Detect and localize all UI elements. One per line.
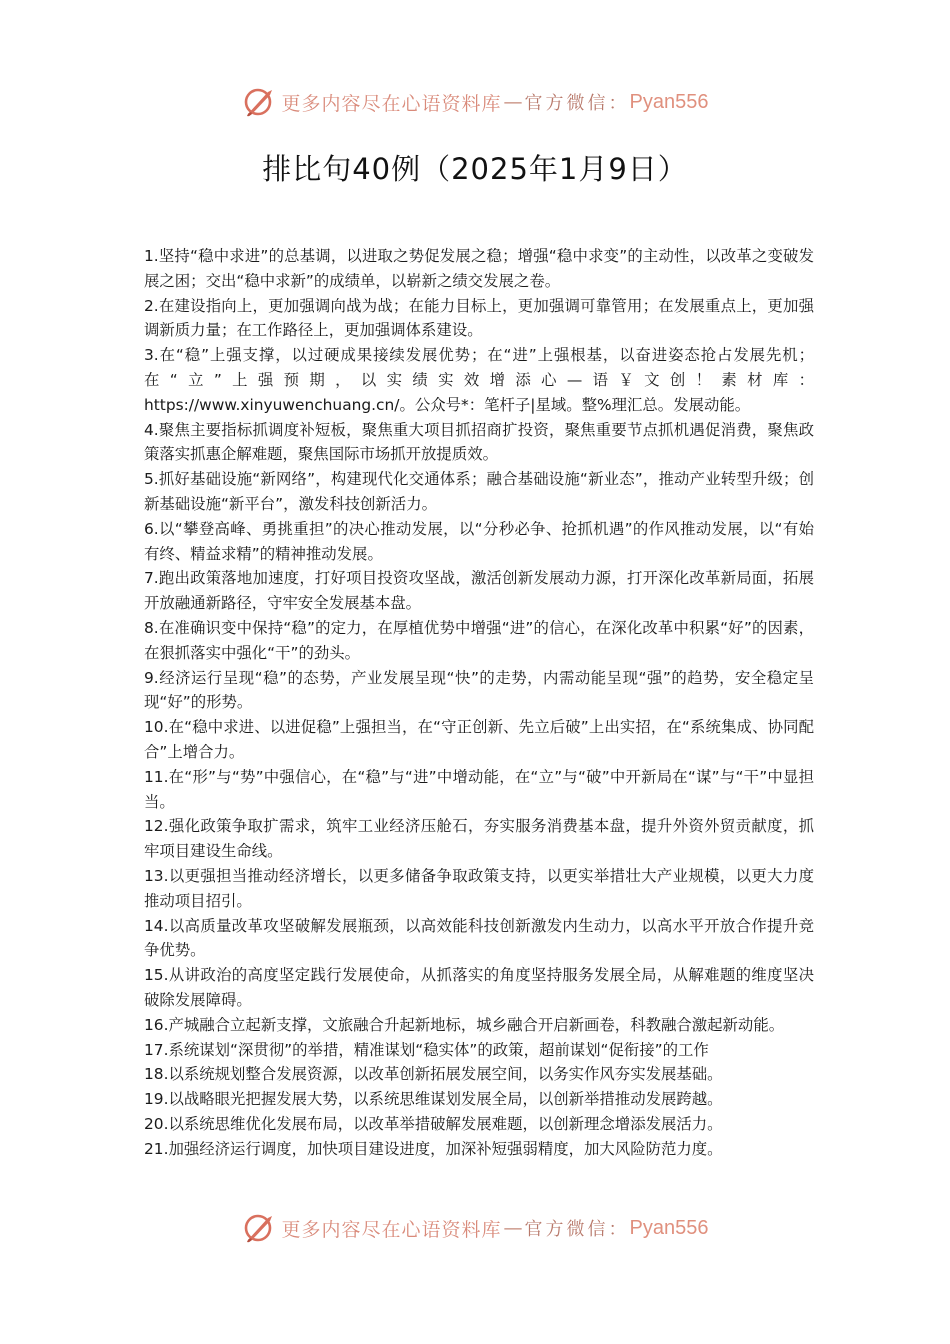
banner-separator: — — [503, 91, 523, 113]
banner-text: 更多内容尽在心语资料库 — [281, 92, 502, 115]
list-item: 9.经济运行呈现“稳”的态势，产业发展呈现“快”的走势，内需动能呈现“强”的趋势，安全稳定呈现“好”的形势。 — [144, 668, 814, 712]
footer-watermark-banner — [0, 1208, 950, 1248]
banner-label: 官方微信： — [524, 93, 630, 114]
list-item: 15.从讲政治的高度坚定践行发展使命，从抓落实的角度坚持服务发展全局，从解难题的维度坚决破除发展障碍。 — [144, 966, 814, 1009]
list-item: 18.以系统规划整合发展资源，以改革创新拓展发展空间，以务实作风夯实发展基础。 — [144, 1065, 723, 1084]
banner-separator: — — [503, 1217, 523, 1239]
brush-logo-icon — [242, 84, 278, 120]
list-item: 21.加强经济运行调度，加快项目建设进度，加深补短强弱精度，加大风险防范力度。 — [144, 1139, 723, 1158]
banner-wechat-id: Pyan556 — [629, 90, 709, 113]
list-item: 1.坚持“稳中求进”的总基调，以进取之势促发展之稳；增强“稳中求变”的主动性，以改革之变破发展之困；交出“稳中求新”的成绩单，以崭新之绩交发展之卷。 — [144, 247, 814, 290]
banner-label: 官方微信： — [524, 1219, 630, 1240]
page-title: 排比句40例（2025年1月9日） — [262, 152, 688, 186]
brush-logo-icon — [242, 1210, 278, 1246]
list-item: 14.以高质量改革攻坚破解发展瓶颈，以高效能科技创新激发内生动力，以高水平开放合作提升竞争优势。 — [144, 916, 814, 960]
list-item: 19.以战略眼光把握发展大势，以系统思维谋划发展全局，以创新举措推动发展跨越。 — [144, 1090, 723, 1109]
list-item: 11.在“形”与“势”中强信心，在“稳”与“进”中增动能，在“立”与“破”中开新局在“谋”与“干”中显担当。 — [144, 767, 814, 811]
document-body — [144, 244, 814, 1161]
list-item: 8.在准确识变中保持“稳”的定力，在厚植优势中增强“进”的信心，在深化改革中积累“好”的因素，在狠抓落实中强化“干”的劲头。 — [144, 618, 814, 662]
banner-wechat-id: Pyan556 — [629, 1216, 709, 1239]
list-item: 20.以系统思维优化发展布局，以改革举措破解发展难题，以创新理念增添发展活力。 — [144, 1114, 723, 1133]
list-item: 6.以“攀登高峰、勇挑重担”的决心推动发展，以“分秒必争、抢抓机遇”的作风推动发展，以“有始有终、精益求精”的精神推动发展。 — [144, 519, 814, 563]
list-item: 7.跑出政策落地加速度，打好项目投资攻坚战，激活创新发展动力源，打开深化改革新局面，拓展开放融通新路径，守牢安全发展基本盘。 — [144, 569, 814, 613]
list-item: 2.在建设指向上，更加强调向战为战；在能力目标上，更加强调可靠管用；在发展重点上，更加强调新质力量；在工作路径上，更加强调体系建设。 — [144, 296, 814, 340]
banner-text: 更多内容尽在心语资料库 — [281, 1218, 502, 1241]
list-item: 10.在“稳中求进、以进促稳”上强担当，在“守正创新、先立后破”上出实招，在“系统集成、协同配合”上增合力。 — [144, 718, 814, 761]
list-item: 5.抓好基础设施“新网络”，构建现代化交通体系；融合基础设施“新业态”，推动产业转型升级；创新基础设施“新平台”，激发科技创新活力。 — [144, 470, 814, 513]
list-item: 4.聚焦主要指标抓调度补短板，聚焦重大项目抓招商扩投资，聚焦重要节点抓机遇促消费，聚焦政策落实抓惠企解难题，聚焦国际市场抓开放提质效。 — [144, 420, 814, 464]
list-item: 16.产城融合立起新支撑，文旅融合升起新地标，城乡融合开启新画卷，科教融合激起新动能。 — [144, 1015, 785, 1034]
list-item: 17.系统谋划“深贯彻”的举措，精准谋划“稳实体”的政策，超前谋划“促衔接”的工作 — [144, 1040, 709, 1059]
list-item: 13.以更强担当推动经济增长，以更多储备争取政策支持，以更实举措壮大产业规模，以更大力度推动项目招引。 — [144, 866, 814, 910]
header-watermark-banner — [0, 82, 950, 122]
list-item: 3.在“稳”上强支撑，以过硬成果接续发展优势；在“进”上强根基，以奋进姿态抢占发展先机；在“立”上强预期，以实绩实效增添心—语￥文创！素材库：https://www.xinyuwenchuang.cn/。公众号*：笔杆子|星域。整%理汇总。发展动能。 — [144, 346, 814, 414]
list-item: 12.强化政策争取扩需求，筑牢工业经济压舱石，夯实服务消费基本盘，提升外资外贸贡献度，抓牢项目建设生命线。 — [144, 817, 814, 861]
